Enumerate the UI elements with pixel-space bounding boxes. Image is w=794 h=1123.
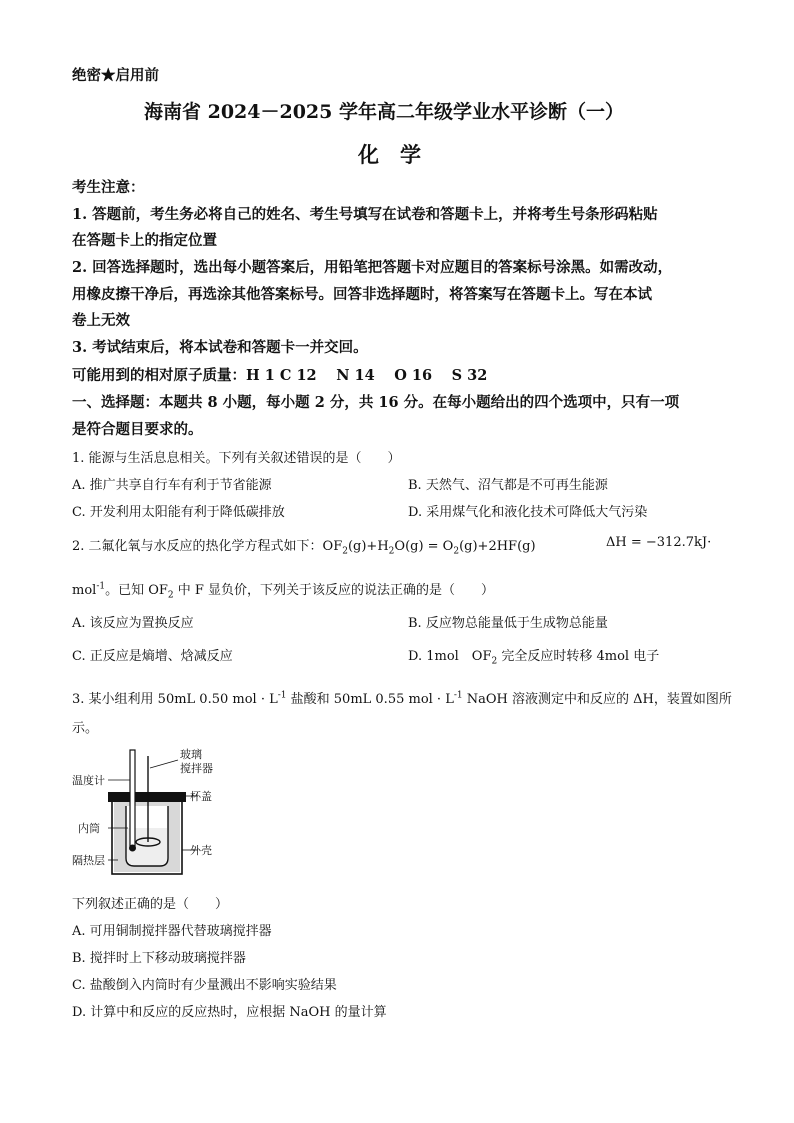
notice-item-3: 3. 考试结束后，将本试卷和答题卡一并交回。 [72,339,368,356]
notice-item-1-line-1: 1. 答题前，考生务必将自己的姓名、考生号填写在试卷和答题卡上，并将考生号条形码粘贴 [72,206,658,223]
confidential-mark: 绝密★启用前 [72,67,159,84]
q3-option-d: D. 计算中和反应的反应热时，应根据 NaOH 的量计算 [72,1005,387,1020]
notice-item-2-line-3: 卷上无效 [72,312,130,329]
q2-stem-prefix: 2. 二氟化氧与水反应的热化学方程式如下： [72,539,323,554]
q1-option-c: C. 开发利用太阳能有利于降低碳排放 [72,505,285,520]
q1-option-d: D. 采用煤气化和液化技术可降低大气污染 [408,505,648,520]
q3-stem-line-1: 3. 某小组利用 50mL 0.50 mol · $L^{-1}$ 盐酸和 50mL 0.55 mol · $L^{-1}$ NaOH 溶液测定中和反应的 ΔH，装置如图所 [72,690,732,707]
q1-option-b: B. 天然气、沼气都是不可再生能源 [408,478,608,493]
q2-equation: $OF_2(g)+H_2O(g) = O_2(g)+2HF(g)$ [322,539,536,557]
exam-title: 海南省 2024－2025 学年高二年级学业水平诊断（一） [144,101,624,123]
notice-item-2-line-2: 用橡皮擦干净后，再选涂其他答案标号。回答非选择题时，将答案写在答题卡上。写在本试 [72,286,652,303]
q2-stem-line-2: mol$^{-1}$。已知 $OF_2$ 中 F 显负价，下列关于该反应的说法正确的是（ ） [72,581,495,601]
notice-item-2-line-1: 2. 回答选择题时，选出每小题答案后，用铅笔把答题卡对应题目的答案标号涂黑。如需改动， [72,259,673,276]
label-stirrer-2: 搅拌器 [180,762,213,775]
notice-item-1-line-2: 在答题卡上的指定位置 [72,232,217,249]
label-stirrer-1: 玻璃 [180,748,202,761]
q3-option-b: B. 搅拌时上下移动玻璃搅拌器 [72,951,246,966]
q1-stem: 1. 能源与生活息息相关。下列有关叙述错误的是（ ） [72,451,401,466]
section-1-line-2: 是符合题目要求的。 [72,421,203,438]
q3-option-a: A. 可用铜制搅拌器代替玻璃搅拌器 [72,924,272,939]
label-thermometer: 温度计 [72,774,105,787]
label-outer-shell: 外壳 [190,844,212,857]
q2-option-d: D. 1mol $OF_2$ 完全反应时转移 4mol 电子 [408,649,660,667]
label-insulation: 隔热层 [72,854,105,867]
q2-stem [72,535,536,557]
thermometer-bulb-shape [129,845,136,852]
atomic-mass-line: 可能用到的相对原子质量：H 1 C 12 N 14 O 16 S 32 [72,367,488,384]
calorimeter-diagram [72,746,222,880]
label-inner-cup: 内筒 [78,822,100,835]
label-lid: 杯盖 [190,790,212,803]
lid-shape [108,792,186,802]
q3-option-c: C. 盐酸倒入内筒时有少量溅出不影响实验结果 [72,978,337,993]
q3-stem: 下列叙述正确的是（ ） [72,897,229,912]
q1-option-a: A. 推广共享自行车有利于节省能源 [72,478,272,493]
section-1-line-1: 一、选择题：本题共 8 小题，每小题 2 分，共 16 分。在每小题给出的四个选项中，只有一项 [72,394,680,411]
thermometer-shape [130,750,135,846]
q2-option-b: B. 反应物总能量低于生成物总能量 [408,616,608,631]
subject-title: 化 学 [358,142,421,167]
q2-option-a: A. 该反应为置换反应 [72,616,194,631]
q3-stem-line-2: 示。 [72,721,99,736]
notice-heading: 考生注意： [72,179,145,196]
q2-delta-h: ΔH = −312.7kJ· [606,535,712,550]
q2-option-c: C. 正反应是熵增、焓减反应 [72,649,233,664]
